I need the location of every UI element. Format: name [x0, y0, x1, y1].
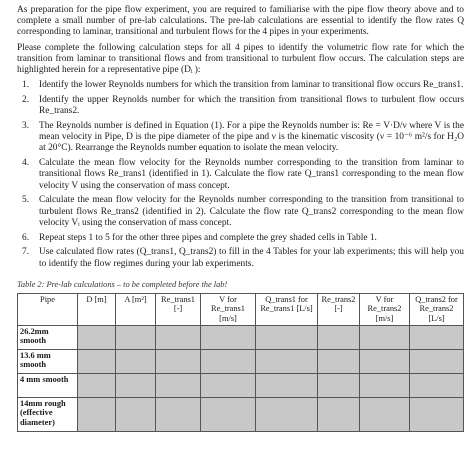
input-cell[interactable]: [116, 373, 156, 397]
column-header: Q_trans2 for Re_trans2 [L/s]: [410, 293, 464, 325]
table-header-row: [18, 293, 464, 325]
input-cell[interactable]: [360, 325, 410, 349]
input-cell[interactable]: [156, 373, 201, 397]
input-cell[interactable]: [360, 349, 410, 373]
input-cell[interactable]: [116, 397, 156, 431]
input-cell[interactable]: [256, 349, 318, 373]
pipe-label: 13.6 mm smooth: [18, 349, 78, 373]
column-header: D [m]: [78, 293, 116, 325]
input-cell[interactable]: [116, 325, 156, 349]
step-text: Calculate the mean flow velocity for the Reynolds number corresponding to the transition from transitional to turbulent flows Re_trans2 (identified in 2). Calculate the flow rate Q_trans2 corresponding to the mean flow velocity Vᵢ using the conservation of mass concept.: [39, 195, 464, 228]
pipe-label: 4 mm smooth: [18, 373, 78, 397]
step-item: [17, 195, 464, 229]
prelab-calculations-table: [17, 293, 464, 432]
column-header: V for Re_trans1 [m/s]: [201, 293, 256, 325]
input-cell[interactable]: [78, 373, 116, 397]
input-cell[interactable]: [410, 397, 464, 431]
calculation-steps-list: [17, 80, 464, 270]
input-cell[interactable]: [256, 373, 318, 397]
step-text: Identify the upper Reynolds number for which the transition from transitional flows to turbulent flow occurs Re_trans2.: [39, 95, 464, 117]
input-cell[interactable]: [318, 397, 360, 431]
input-cell[interactable]: [156, 397, 201, 431]
step-text: Repeat steps 1 to 5 for the other three pipes and complete the grey shaded cells in Table 1.: [39, 232, 377, 243]
step-number: 7.: [22, 247, 30, 258]
step-text: Identify the lower Reynolds numbers for which the transition from laminar to transitional flow occurs Re_trans1.: [39, 80, 464, 91]
input-cell[interactable]: [116, 349, 156, 373]
input-cell[interactable]: [410, 349, 464, 373]
intro-paragraph-2: Please complete the following calculation steps for all 4 pipes to identify the volumetric flow rate for which the transition from laminar to transitional flows and from transitional to turbulent flow occurs. The calculation steps are highlighted herein for a representative pipe (Dᵢ ):: [17, 42, 464, 76]
step-item: [17, 121, 464, 155]
step-text: Use calculated flow rates (Q_trans1, Q_trans2) to fill in the 4 Tables for your lab experiments; this will help you to identify the flow regimes during your lab experiments.: [39, 247, 464, 269]
step-item: [17, 95, 464, 117]
table-row: [18, 349, 464, 373]
input-cell[interactable]: [360, 397, 410, 431]
input-cell[interactable]: [256, 325, 318, 349]
column-header: Pipe: [18, 293, 78, 325]
table-caption: Table 2: Pre-lab calculations – to be completed before the lab!: [17, 279, 228, 289]
input-cell[interactable]: [201, 397, 256, 431]
column-header: A [m²]: [116, 293, 156, 325]
table-row: [18, 325, 464, 349]
step-number: 1.: [22, 80, 30, 91]
step-number: 4.: [22, 158, 30, 169]
input-cell[interactable]: [318, 373, 360, 397]
input-cell[interactable]: [201, 325, 256, 349]
input-cell[interactable]: [78, 397, 116, 431]
step-text: The Reynolds number is defined in Equation (1). For a pipe the Reynolds number is: Re = V·D/ν where V is the mean velocity in Pipe, D is the pipe diameter of the pipe and ν is the kinematic viscosity (ν = 10⁻⁶ m²/s for H₂O at 20°C). Rearrange the Reynolds number equation to isolate the mean velocity.: [39, 121, 464, 154]
step-item: [17, 80, 464, 91]
input-cell[interactable]: [156, 325, 201, 349]
input-cell[interactable]: [256, 397, 318, 431]
step-number: 2.: [22, 95, 30, 106]
step-text: Calculate the mean flow velocity for the Reynolds number corresponding to the transition from laminar to transitional flows Re_trans1 (identified in 1). Calculate the flow rate Q_trans1 corresponding to the mean flow velocity V using the conservation of mass concept.: [39, 158, 464, 191]
column-header: Re_trans2 [-]: [318, 293, 360, 325]
column-header: Re_trans1 [-]: [156, 293, 201, 325]
input-cell[interactable]: [156, 349, 201, 373]
pipe-label: 14mm rough (effective diameter): [18, 397, 78, 431]
input-cell[interactable]: [78, 325, 116, 349]
input-cell[interactable]: [410, 373, 464, 397]
intro-paragraph-1: As preparation for the pipe flow experiment, you are required to familiarise with the pipe flow theory above and to complete a small number of pre-lab calculations. The pre-lab calculations are essential to identify the flow rates Q corresponding to laminar, transitional and turbulent flows for the 4 pipes in your experiments.: [17, 5, 464, 38]
step-number: 5.: [22, 195, 30, 206]
column-header: Q_trans1 for Re_trans1 [L/s]: [256, 293, 318, 325]
table-row: [18, 373, 464, 397]
pipe-label: 26.2mm smooth: [18, 325, 78, 349]
step-number: 6.: [22, 232, 30, 243]
input-cell[interactable]: [360, 373, 410, 397]
input-cell[interactable]: [201, 349, 256, 373]
step-number: 3.: [22, 121, 30, 132]
column-header: V for Re_trans2 [m/s]: [360, 293, 410, 325]
input-cell[interactable]: [318, 349, 360, 373]
input-cell[interactable]: [201, 373, 256, 397]
step-item: [17, 158, 464, 192]
input-cell[interactable]: [318, 325, 360, 349]
step-item: [17, 233, 464, 244]
table-row: [18, 397, 464, 431]
step-item: [17, 247, 464, 269]
input-cell[interactable]: [78, 349, 116, 373]
input-cell[interactable]: [410, 325, 464, 349]
